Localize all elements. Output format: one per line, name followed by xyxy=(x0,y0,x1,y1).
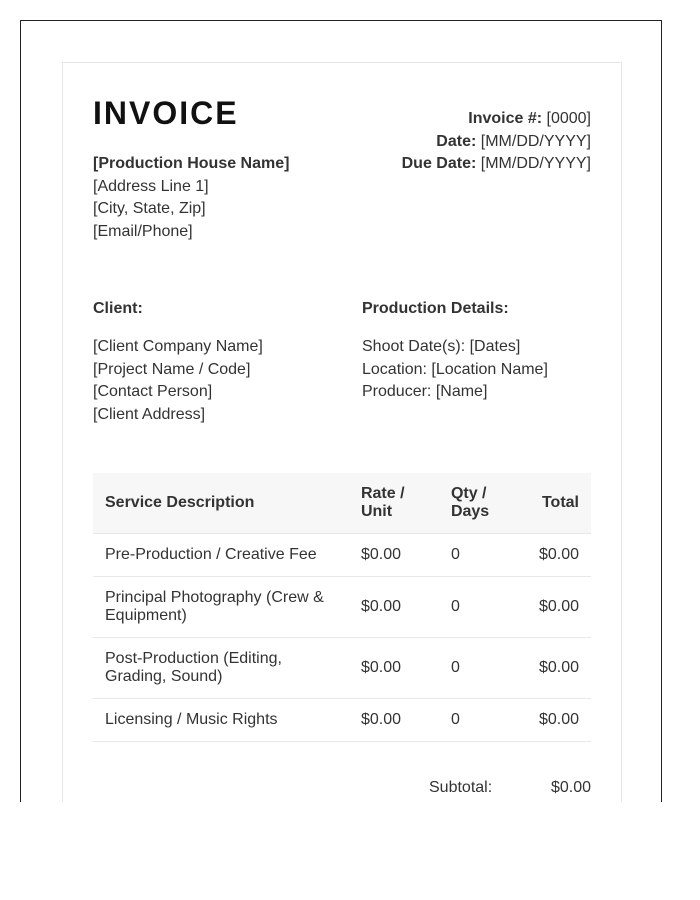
service-description: Pre-Production / Creative Fee xyxy=(93,534,349,577)
invoice-date-row xyxy=(402,131,591,154)
qty-days: 0 xyxy=(439,534,527,577)
client-address: [Client Address] xyxy=(93,405,206,423)
line-items-table xyxy=(93,473,591,742)
line-total: $0.00 xyxy=(527,638,591,699)
sender-name: [Production House Name] xyxy=(93,155,290,172)
table-header-row xyxy=(93,473,591,534)
qty-days: 0 xyxy=(439,638,527,699)
production-details-block xyxy=(362,299,592,404)
client-project: [Project Name / Code] xyxy=(93,360,251,378)
production-lines xyxy=(362,336,592,404)
invoice-meta xyxy=(402,108,591,176)
invoice-date-label: Date: xyxy=(436,132,477,150)
line-total: $0.00 xyxy=(527,534,591,577)
subtotal-label: Subtotal: xyxy=(429,779,493,796)
production-producer: Producer: [Name] xyxy=(362,383,488,400)
sender-block xyxy=(93,153,289,243)
line-total: $0.00 xyxy=(527,577,591,638)
sender-contact: [Email/Phone] xyxy=(93,222,193,240)
rate-unit: $0.00 xyxy=(349,699,439,742)
client-lines xyxy=(93,336,343,426)
invoice-due-date-value: [MM/DD/YYYY] xyxy=(480,155,591,172)
rate-unit: $0.00 xyxy=(349,534,439,577)
header-qty-days: Qty / Days xyxy=(439,473,527,534)
invoice-number-value: [0000] xyxy=(546,110,591,127)
invoice-due-date-row xyxy=(402,153,591,176)
document-frame xyxy=(20,20,662,802)
qty-days: 0 xyxy=(439,577,527,638)
invoice-title: INVOICE xyxy=(93,95,239,131)
table-row xyxy=(93,534,591,577)
service-description: Post-Production (Editing, Grading, Sound) xyxy=(93,638,349,699)
invoice-page xyxy=(62,62,622,802)
header-service-description: Service Description xyxy=(93,473,349,534)
production-shoot-dates: Shoot Date(s): [Dates] xyxy=(362,338,521,355)
table-row xyxy=(93,577,591,638)
client-heading: Client: xyxy=(93,300,143,317)
subtotal-value: $0.00 xyxy=(550,779,591,796)
rate-unit: $0.00 xyxy=(349,638,439,699)
client-company: [Client Company Name] xyxy=(93,338,263,355)
client-contact: [Contact Person] xyxy=(93,383,213,400)
sender-city: [City, State, Zip] xyxy=(93,200,206,217)
production-location: Location: [Location Name] xyxy=(362,360,548,378)
invoice-date-value: [MM/DD/YYYY] xyxy=(480,132,591,150)
invoice-number-row xyxy=(402,108,591,131)
line-total: $0.00 xyxy=(527,699,591,742)
table-row xyxy=(93,638,591,699)
sender-address: [Address Line 1] xyxy=(93,177,209,195)
client-block xyxy=(93,299,343,426)
invoice-due-date-label: Due Date: xyxy=(401,155,477,172)
service-description: Principal Photography (Crew & Equipment) xyxy=(93,577,349,638)
production-heading: Production Details: xyxy=(362,300,509,317)
header-total: Total xyxy=(527,473,591,534)
header-rate-unit: Rate / Unit xyxy=(349,473,439,534)
subtotal-row xyxy=(429,779,591,797)
rate-unit: $0.00 xyxy=(349,577,439,638)
table-row xyxy=(93,699,591,742)
qty-days: 0 xyxy=(439,699,527,742)
service-description: Licensing / Music Rights xyxy=(93,699,349,742)
invoice-number-label: Invoice #: xyxy=(468,110,543,127)
